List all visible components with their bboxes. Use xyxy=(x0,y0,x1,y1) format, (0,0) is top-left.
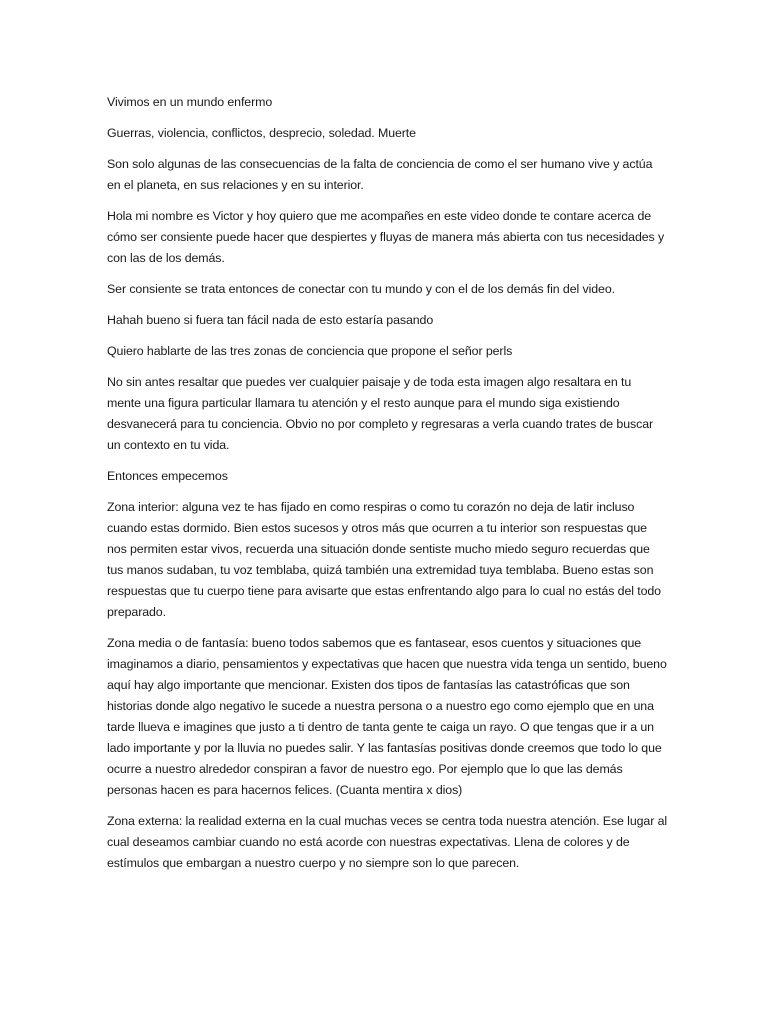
paragraph-middle-zone: Zona media o de fantasía: bueno todos sabemos que es fantasear, esos cuentos y situaciones que imaginamos a diario, pensamientos y expectativas que hacen que nuestra vida tenga un sentido, bueno aquí hay algo importante que mencionar. Existen dos tipos de fantasías las catastróficas que son historias donde algo negativo le sucede a nuestra persona o a nuestro ego como ejemplo que en una tarde llueva e imagines que justo a ti dentro de tanta gente te caiga un rayo. O que tengas que ir a un lado importante y por la lluvia no puedes salir. Y las fantasías positivas donde creemos que todo lo que ocurre a nuestro alrededor conspiran a favor de nuestro ego. Por ejemplo que lo que las demás personas hacen es para hacernos felices. (Cuanta mentira x dios) xyxy=(107,636,667,797)
paragraph-definition: Ser consiente se trata entonces de conectar con tu mundo y con el de los demás fin del video. xyxy=(107,282,615,296)
paragraph-introduction: Hola mi nombre es Victor y hoy quiero que me acompañes en este video donde te contare acerca de cómo ser consiente puede hacer que despiertes y fluyas de manera más abierta con tus necesidades y con las de los demás. xyxy=(107,209,665,265)
paragraph-inner-zone: Zona interior: alguna vez te has fijado en como respiras o como tu corazón no deja de latir incluso cuando estas dormido. Bien estos sucesos y otros más que ocurren a tu interior son respuestas que nos permiten estar vivos, recuerda una situación donde sentiste mucho miedo seguro recuerdas que tus manos sudaban, tu voz temblaba, quizá también una extremidad tuya temblaba. Bueno estas son respuestas que tu cuerpo tiene para avisarte que estas enfrentando algo para lo cual no estás del todo preparado. xyxy=(107,500,661,619)
paragraph-consequences: Son solo algunas de las consecuencias de la falta de conciencia de como el ser humano vive y actúa en el planeta, en sus relaciones y en su interior. xyxy=(107,157,653,192)
paragraph-joke: Hahah bueno si fuera tan fácil nada de esto estaría pasando xyxy=(107,313,434,327)
document-body xyxy=(107,92,667,884)
paragraph-title: Vivimos en un mundo enfermo xyxy=(107,95,273,109)
paragraph-lets-begin: Entonces empecemos xyxy=(107,469,228,483)
paragraph-consequences-list: Guerras, violencia, conflictos, desprecio, soledad. Muerte xyxy=(107,126,416,140)
paragraph-outer-zone: Zona externa: la realidad externa en la cual muchas veces se centra toda nuestra atención. Ese lugar al cual deseamos cambiar cuando no está acorde con nuestras expectativas. Llena de colores y de estímulos que embargan a nuestro cuerpo y no siempre son lo que parecen. xyxy=(107,814,668,870)
paragraph-three-zones: Quiero hablarte de las tres zonas de conciencia que propone el señor perls xyxy=(107,344,513,358)
paragraph-landscape: No sin antes resaltar que puedes ver cualquier paisaje y de toda esta imagen algo resaltara en tu mente una figura particular llamara tu atención y el resto aunque para el mundo siga existiendo desvanecerá para tu conciencia. Obvio no por completo y regresaras a verla cuando trates de buscar un contexto en tu vida. xyxy=(107,375,654,452)
